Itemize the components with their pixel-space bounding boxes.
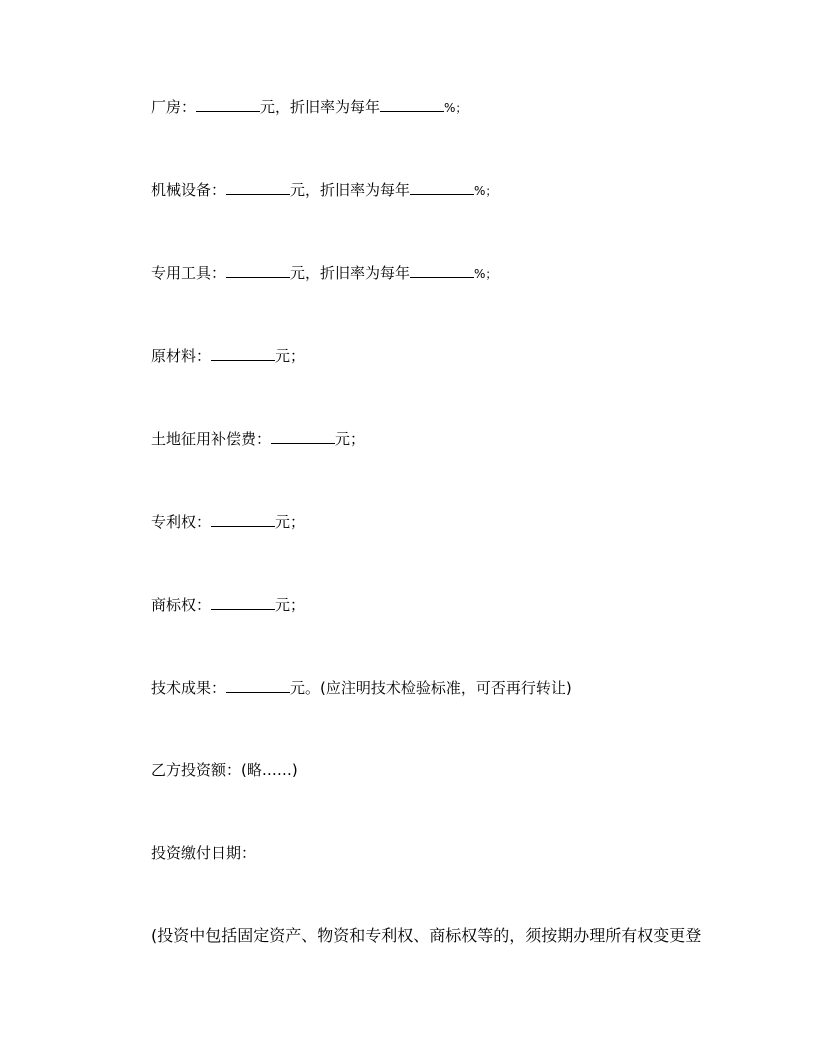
machinery-end: %； xyxy=(474,184,498,198)
trademark-amount-blank xyxy=(211,594,275,610)
party-b-line xyxy=(151,760,298,780)
materials-label: 原材料： xyxy=(151,347,212,365)
land-line xyxy=(151,428,365,449)
patent-line xyxy=(151,511,305,532)
tools-end: %； xyxy=(474,267,498,281)
patent-unit: 元； xyxy=(275,513,306,531)
tech-amount-blank xyxy=(226,677,290,693)
tech-line xyxy=(151,677,572,698)
tech-unit: 元。(应注明技术检验标准，可否再行转让) xyxy=(290,679,572,697)
payment-date-text: 投资缴付日期： xyxy=(151,844,257,862)
trademark-line xyxy=(151,594,305,615)
factory-line xyxy=(151,96,467,118)
land-unit: 元； xyxy=(335,430,366,448)
factory-rate-blank xyxy=(380,96,444,112)
party-b-text: 乙方投资额：(略……) xyxy=(151,761,298,779)
tech-label: 技术成果： xyxy=(151,679,227,697)
payment-date-line xyxy=(151,843,256,863)
factory-unit: 元，折旧率为每年 xyxy=(260,98,381,116)
tools-label: 专用工具： xyxy=(151,264,227,282)
materials-amount-blank xyxy=(211,345,275,361)
trademark-unit: 元； xyxy=(275,596,306,614)
machinery-rate-blank xyxy=(410,179,474,195)
factory-amount-blank xyxy=(196,96,260,112)
trademark-label: 商标权： xyxy=(151,596,212,614)
tools-rate-blank xyxy=(410,262,474,278)
note-text: (投资中包括固定资产、物资和专利权、商标权等的，须按期办理所有权变更登 xyxy=(151,926,702,945)
tools-unit: 元，折旧率为每年 xyxy=(290,264,411,282)
patent-label: 专利权： xyxy=(151,513,212,531)
tools-amount-blank xyxy=(226,262,290,278)
tools-line xyxy=(151,262,497,284)
materials-line xyxy=(151,345,305,366)
machinery-line xyxy=(151,179,497,201)
land-label: 土地征用补偿费： xyxy=(151,430,272,448)
factory-label: 厂房： xyxy=(151,98,197,116)
machinery-amount-blank xyxy=(226,179,290,195)
factory-end: %； xyxy=(444,101,468,115)
land-amount-blank xyxy=(271,428,335,444)
machinery-unit: 元，折旧率为每年 xyxy=(290,181,411,199)
note-line xyxy=(151,926,701,946)
patent-amount-blank xyxy=(211,511,275,527)
materials-unit: 元； xyxy=(275,347,306,365)
machinery-label: 机械设备： xyxy=(151,181,227,199)
